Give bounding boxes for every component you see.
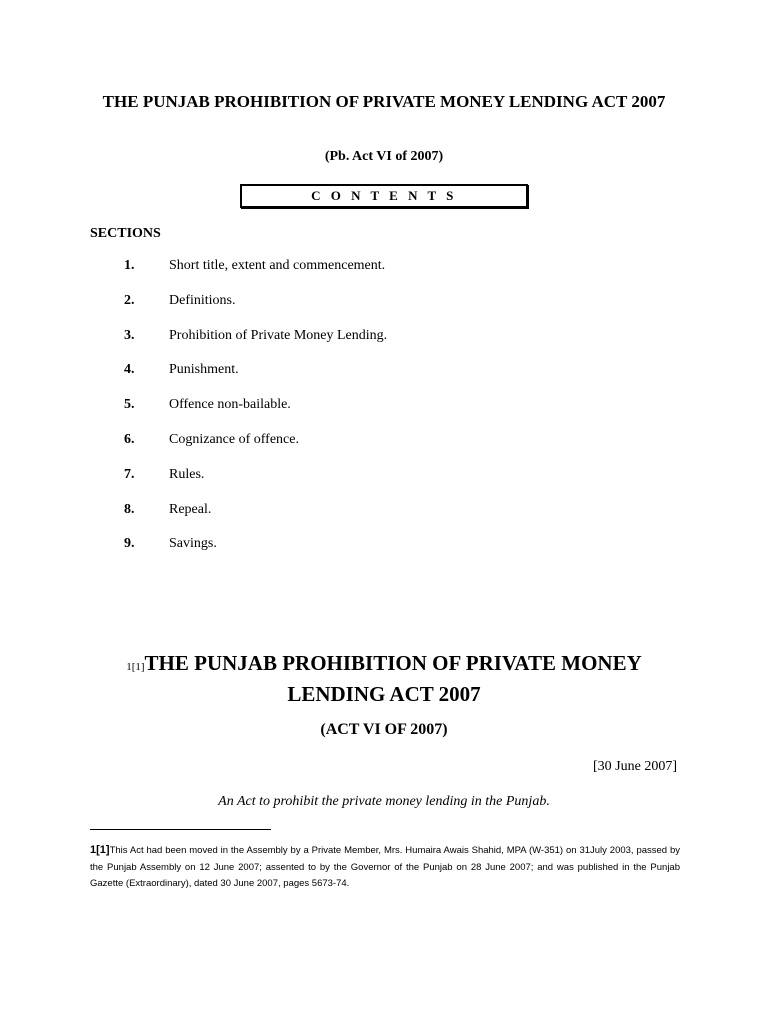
footnote [90, 842, 680, 893]
section-title: Short title, extent and commencement. [169, 258, 386, 273]
footnote-reference-link[interactable]: 1[1] [126, 661, 145, 673]
contents-heading-box: C O N T E N T S [240, 184, 528, 208]
section-item [0, 467, 768, 502]
section-number: 3. [124, 327, 135, 343]
section-title: Repeal. [169, 501, 212, 517]
section-number: 7. [124, 466, 135, 482]
section-title: Punishment. [169, 362, 239, 378]
act-number: (ACT VI OF 2007) [320, 721, 448, 738]
act-title [90, 650, 678, 708]
section-number: 8. [124, 501, 135, 517]
section-number: 9. [124, 536, 135, 552]
act-title-text: THE PUNJAB PROHIBITION OF PRIVATE MONEY LENDING ACT 2007 [144, 651, 642, 706]
section-title: Prohibition of Private Money Lending. [169, 327, 388, 343]
section-item [0, 432, 768, 467]
footnote-divider [90, 829, 271, 830]
act-date: [30 June 2007] [593, 759, 677, 774]
contents-page-title: THE PUNJAB PROHIBITION OF PRIVATE MONEY LENDING ACT 2007 [102, 92, 666, 111]
sections-list [0, 258, 768, 571]
sections-heading: SECTIONS [90, 226, 161, 241]
footnote-text: This Act had been moved in the Assembly by a Private Member, Mrs. Humaira Awais Shahid, MPA (W-351) on 31July 2003, passed by the Punjab Assembly on 12 June 2007; assented to by the Governor of the Punjab on 28 June 2007; and was published in the Punjab Gazette (Extraordinary), dated 30 June 2007, pages 5673-74. [90, 845, 680, 889]
section-item [0, 293, 768, 328]
section-item [0, 362, 768, 397]
section-title: Offence non-bailable. [169, 397, 291, 413]
section-number: 2. [124, 292, 135, 308]
section-number: 6. [124, 431, 135, 447]
section-item [0, 397, 768, 432]
section-title: Cognizance of offence. [169, 431, 299, 447]
section-number: 5. [124, 397, 135, 413]
act-preamble: An Act to prohibit the private money lending in the Punjab. [218, 794, 550, 809]
section-item [0, 502, 768, 537]
section-title: Rules. [169, 466, 205, 482]
section-item [0, 536, 768, 571]
section-number: 4. [124, 362, 135, 378]
section-title: Savings. [169, 536, 217, 552]
section-item [0, 258, 768, 293]
footnote-marker: 1[1] [90, 844, 110, 856]
section-number: 1. [124, 258, 135, 273]
section-title: Definitions. [169, 292, 236, 308]
contents-page-subtitle: (Pb. Act VI of 2007) [324, 149, 444, 164]
section-item [0, 328, 768, 363]
